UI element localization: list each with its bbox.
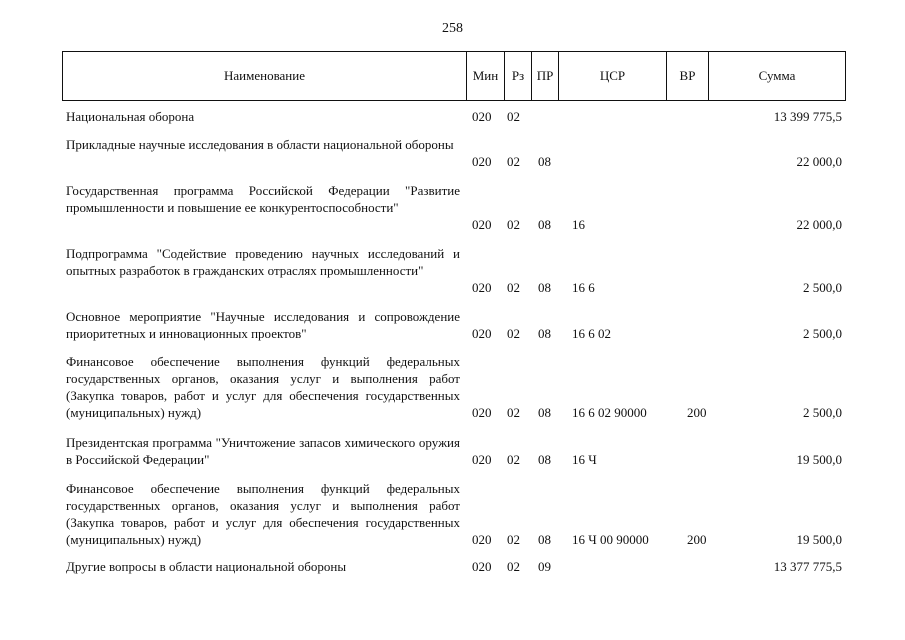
- row-rz: 02: [507, 532, 520, 547]
- row-vr: 200: [687, 405, 707, 420]
- header-csr: ЦСР: [559, 52, 667, 100]
- row-name: Прикладные научные исследования в области национальной обороны: [66, 137, 454, 152]
- row-pr: 08: [538, 154, 551, 169]
- row-pr: 08: [538, 280, 551, 295]
- row-name: Национальная оборона: [66, 109, 195, 124]
- row-rz: 02: [507, 154, 520, 169]
- table-row: [62, 480, 846, 548]
- row-rz: 02: [507, 326, 520, 341]
- table-row: [62, 353, 846, 421]
- row-min: 020: [472, 217, 492, 232]
- row-name: Подпрограмма "Содействие проведению научных исследований и опытных разработок в гражданских отраслях промышленности": [66, 246, 460, 278]
- page-number: 258: [442, 21, 463, 36]
- row-sum: 13 399 775,5: [773, 109, 842, 124]
- row-name: Основное мероприятие "Научные исследования и сопровождение приоритетных и инновационных проектов": [66, 309, 460, 341]
- row-min: 020: [472, 154, 492, 169]
- table-header: [62, 51, 846, 101]
- row-csr: 16 Ч: [572, 452, 597, 467]
- row-csr: 16 Ч 00 90000: [572, 532, 649, 547]
- row-rz: 02: [507, 280, 520, 295]
- row-sum: 2 500,0: [803, 405, 842, 420]
- row-name: Финансовое обеспечение выполнения функций федеральных государственных органов, оказания услуг и выполнения работ (Закупка товаров, работ и услуг для обеспечения государственных (муниципальных) нужд): [66, 354, 460, 420]
- table-row: [62, 136, 846, 170]
- row-min: 020: [472, 280, 492, 295]
- row-rz: 02: [507, 109, 520, 124]
- row-sum: 2 500,0: [803, 326, 842, 341]
- row-rz: 02: [507, 217, 520, 232]
- row-min: 020: [472, 452, 492, 467]
- row-csr: 16 6 02: [572, 326, 611, 341]
- row-min: 020: [472, 326, 492, 341]
- table-row: [62, 182, 846, 233]
- header-pr: ПР: [532, 52, 559, 100]
- row-sum: 19 500,0: [796, 532, 842, 547]
- row-pr: 08: [538, 217, 551, 232]
- row-pr: 08: [538, 532, 551, 547]
- row-sum: 19 500,0: [796, 452, 842, 467]
- table-row: [62, 108, 846, 125]
- row-csr: 16 6: [572, 280, 595, 295]
- row-sum: 13 377 775,5: [773, 559, 842, 574]
- row-rz: 02: [507, 405, 520, 420]
- row-csr: 16: [572, 217, 585, 232]
- header-rz: Рз: [505, 52, 532, 100]
- row-pr: 08: [538, 405, 551, 420]
- row-pr: 08: [538, 326, 551, 341]
- row-min: 020: [472, 109, 492, 124]
- header-sum: Сумма: [758, 68, 796, 83]
- header-name: Наименование: [63, 52, 467, 100]
- row-rz: 02: [507, 452, 520, 467]
- row-name: Государственная программа Российской Федерации "Развитие промышленности и повышение ее конкурентоспособности": [66, 183, 460, 215]
- row-name: Другие вопросы в области национальной обороны: [66, 559, 347, 574]
- table-row: [62, 245, 846, 296]
- row-name: Финансовое обеспечение выполнения функций федеральных государственных органов, оказания услуг и выполнения работ (Закупка товаров, работ и услуг для обеспечения государственных (муниципальных) нужд): [66, 481, 460, 547]
- row-min: 020: [472, 532, 492, 547]
- row-vr: 200: [687, 532, 707, 547]
- row-pr: 08: [538, 452, 551, 467]
- row-sum: 22 000,0: [796, 217, 842, 232]
- header-min: Мин: [467, 52, 505, 100]
- row-sum: 22 000,0: [796, 154, 842, 169]
- row-min: 020: [472, 559, 492, 574]
- table-row: [62, 434, 846, 468]
- row-csr: 16 6 02 90000: [572, 405, 647, 420]
- table-row: [62, 558, 846, 575]
- table-row: [62, 308, 846, 342]
- row-rz: 02: [507, 559, 520, 574]
- row-min: 020: [472, 405, 492, 420]
- row-name: Президентская программа "Уничтожение запасов химического оружия в Российской Федерации": [66, 435, 460, 467]
- header-vr: ВР: [667, 52, 709, 100]
- row-pr: 09: [538, 559, 551, 574]
- row-sum: 2 500,0: [803, 280, 842, 295]
